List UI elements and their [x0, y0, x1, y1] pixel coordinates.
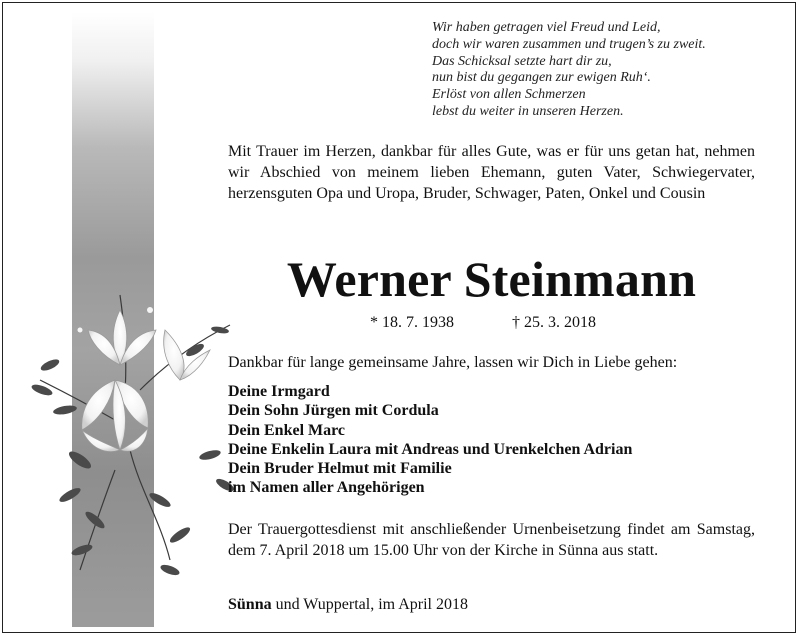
mourner-item: Deine Irmgard [228, 383, 330, 400]
poem-line: Das Schicksal setzte hart dir zu, [432, 53, 612, 69]
mourner-item: Dein Enkel Marc [228, 421, 346, 439]
poem-line: nun bist du gegangen zur ewigen Ruh‘. [432, 70, 651, 86]
deceased-name: Werner Steinmann [286, 251, 697, 307]
mourner-item: Dein Sohn Jürgen mit Cordula [228, 402, 439, 420]
poem-line: doch wir waren zusammen und trugen’s zu zweit. [432, 36, 706, 52]
lily-bouquet-illustration [20, 270, 250, 590]
funeral-service-info: Der Trauergottesdienst mit anschließender Urnenbeisetzung findet am Samstag, dem 7. April 2018 um 15.00 Uhr von der Kirche in Sünna aus statt. [228, 521, 755, 559]
intro-paragraph: Mit Trauer im Herzen, dankbar für alles Gute, was er für uns getan hat, nehmen wir Abschied von meinem lieben Ehemann, guten Vater, Schwiegervater, herzensguten Opa und Uropa, Bruder, Schwager, Paten, Onkel und Cousin [228, 143, 755, 202]
poem-line: Erlöst von allen Schmerzen [432, 87, 586, 103]
poem-line: Wir haben getragen viel Freud und Leid, [432, 20, 661, 35]
farewell-line: Dankbar für lange gemeinsame Jahre, lassen wir Dich in Liebe gehen: [228, 354, 678, 371]
mourners-list [228, 382, 768, 498]
birth-date: * 18. 7. 1938 [370, 314, 454, 331]
place-town: Sünna [228, 596, 272, 613]
mourner-item: im Namen aller Angehörigen [228, 479, 425, 497]
place-and-date [228, 594, 768, 615]
mourner-item: Dein Bruder Helmut mit Familie [228, 460, 452, 478]
poem-line: lebst du weiter in unseren Herzen. [432, 103, 624, 119]
place-rest: und Wuppertal, im April 2018 [271, 596, 468, 613]
death-date: † 25. 3. 2018 [512, 314, 596, 331]
mourner-item: Deine Enkelin Laura mit Andreas und Urenkelchen Adrian [228, 440, 633, 458]
poem [432, 20, 782, 121]
